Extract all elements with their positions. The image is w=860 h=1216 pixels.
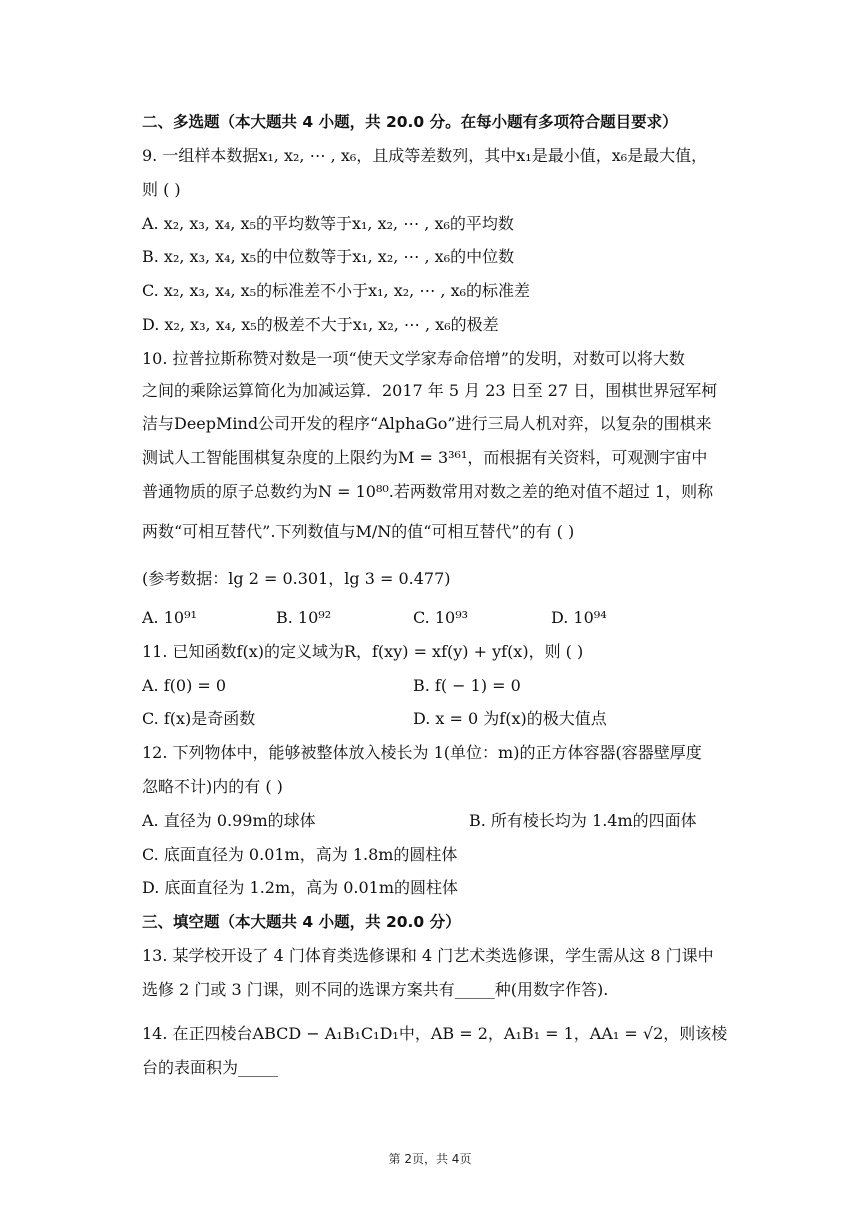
question-10-option-b: B. 10⁹² xyxy=(276,608,332,627)
question-9-option-b: B. x₂, x₃, x₄, x₅的中位数等于x₁, x₂, ⋯ , x₆的中位数 xyxy=(142,247,515,266)
question-9-option-d: D. x₂, x₃, x₄, x₅的极差不大于x₁, x₂, ⋯ , x₆的极差 xyxy=(142,315,499,334)
question-11-option-a: A. f(0) = 0 xyxy=(142,676,227,695)
question-13-stem-line-1: 13. 某学校开设了 4 门体育类选修课和 4 门艺术类选修课，学生需从这 8 门课中 xyxy=(142,946,714,965)
page-footer: 第 2页，共 4页 xyxy=(388,1152,472,1166)
question-10-option-c: C. 10⁹³ xyxy=(413,608,469,627)
question-9-option-a: A. x₂, x₃, x₄, x₅的平均数等于x₁, x₂, ⋯ , x₆的平均数 xyxy=(142,214,514,233)
question-13-stem-line-2: 选修 2 门或 3 门课，则不同的选课方案共有_____种(用数字作答). xyxy=(142,980,609,999)
question-12-option-d: D. 底面直径为 1.2m，高为 0.01m的圆柱体 xyxy=(142,878,459,897)
question-10-option-a: A. 10⁹¹ xyxy=(142,608,197,627)
question-10-reference-data: (参考数据：lg 2 = 0.301，lg 3 = 0.477) xyxy=(142,569,451,588)
question-11-stem: 11. 已知函数f(x)的定义域为R，f(xy) = xf(y) + yf(x)，则 ( ) xyxy=(142,642,584,661)
question-12-option-c: C. 底面直径为 0.01m，高为 1.8m的圆柱体 xyxy=(142,845,458,864)
question-11-option-d: D. x = 0 为f(x)的极大值点 xyxy=(413,709,607,728)
question-10-stem-line-2: 之间的乘除运算简化为加减运算．2017 年 5 月 23 日至 27 日，围棋世界冠军柯 xyxy=(142,381,718,400)
question-10-stem-line-1: 10. 拉普拉斯称赞对数是一项“使天文学家寿命倍增”的发明，对数可以将大数 xyxy=(142,349,685,368)
question-10-stem-line-6: 两数“可相互替代”.下列数值与M/N的值“可相互替代”的有 ( ) xyxy=(142,522,575,541)
question-12-option-a: A. 直径为 0.99m的球体 xyxy=(142,811,316,830)
question-10-stem-line-4: 测试人工智能围棋复杂度的上限约为M = 3³⁶¹，而根据有关资料，可观测宇宙中 xyxy=(142,448,708,467)
question-10-option-d: D. 10⁹⁴ xyxy=(551,608,607,627)
question-12-stem-line-2: 忽略不计)内的有 ( ) xyxy=(142,777,283,796)
question-9-stem-line-1: 9. 一组样本数据x₁, x₂, ⋯ , x₆，且成等差数列，其中x₁是最小值，x₆是最大值， xyxy=(142,146,708,165)
section-3-header: 三、填空题（本大题共 4 小题，共 20.0 分） xyxy=(142,913,461,931)
question-10-stem-line-5: 普通物质的原子总数约为N = 10⁸⁰.若两数常用对数之差的绝对值不超过 1，则称 xyxy=(142,482,714,501)
question-12-stem-line-1: 12. 下列物体中，能够被整体放入棱长为 1(单位：m)的正方体容器(容器壁厚度 xyxy=(142,743,702,762)
question-14-stem-line-2: 台的表面积为_____ xyxy=(142,1058,279,1077)
question-12-option-b: B. 所有棱长均为 1.4m的四面体 xyxy=(469,811,697,830)
question-11-option-b: B. f( − 1) = 0 xyxy=(413,676,521,695)
question-11-option-c: C. f(x)是奇函数 xyxy=(142,709,256,728)
question-9-stem-line-2: 则 ( ) xyxy=(142,180,181,199)
question-10-stem-line-3: 洁与DeepMind公司开发的程序“AlphaGo”进行三局人机对弈，以复杂的围棋来 xyxy=(142,414,712,433)
section-2-header: 二、多选题（本大题共 4 小题，共 20.0 分。在每小题有多项符合题目要求） xyxy=(142,113,678,131)
question-9-option-c: C. x₂, x₃, x₄, x₅的标准差不小于x₁, x₂, ⋯ , x₆的标准差 xyxy=(142,281,531,300)
question-14-stem-line-1: 14. 在正四棱台ABCD − A₁B₁C₁D₁中，AB = 2，A₁B₁ = 1，AA₁ = √2，则该棱 xyxy=(142,1024,728,1043)
